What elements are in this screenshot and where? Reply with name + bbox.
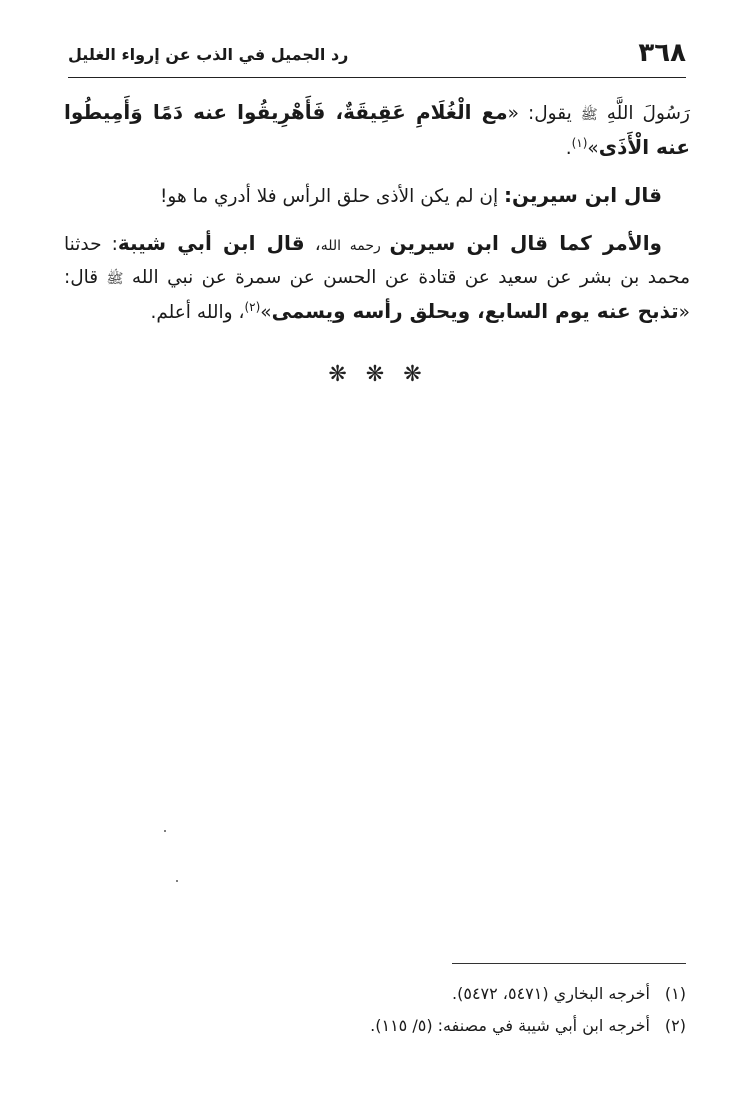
text-span: قال: « — [64, 267, 690, 323]
footnote-rule — [452, 963, 686, 964]
honorific-icon: ﷺ — [106, 271, 124, 287]
text-span: ، والله أعلم. — [150, 302, 245, 323]
text-span: : حدثنا محمد بن بشر عن سعيد عن قتادة عن الحسن عن سمرة عن نبي الله — [64, 234, 690, 288]
footnote-number: (١) — [664, 984, 686, 1003]
text-span: » — [587, 138, 599, 159]
main-text — [64, 96, 690, 329]
hadith-quote: مع الْغُلَامِ عَقِيقَةٌ، فَأَهْرِيقُوا عنه دَمًا وَأَمِيطُوا عنه الْأَذَى — [64, 100, 690, 159]
honorific-icon: ﷺ — [580, 107, 598, 123]
bold-phrase: قال ابن أبي شيبة — [117, 231, 305, 255]
speaker-label: قال ابن سيرين: — [503, 183, 662, 207]
honorific-icon: رحمه الله — [320, 238, 390, 254]
footnote-text: أخرجه البخاري (٥٤٧١، ٥٤٧٢). — [452, 984, 650, 1003]
text-span: » — [260, 302, 272, 323]
text-span: . — [565, 138, 572, 159]
page-header — [68, 38, 686, 72]
page-number: ٣٦٨ — [638, 38, 686, 68]
text-span: يقول: « — [507, 103, 581, 124]
footnote-ref-1: (١) — [571, 135, 588, 150]
text-span: ، — [304, 234, 321, 255]
hadith-quote: تذبح عنه يوم السابع، ويحلق رأسه ويسمى — [271, 299, 679, 323]
running-title: رد الجميل في الذب عن إرواء الغليل — [68, 45, 349, 64]
footnote-ref-2: (٢) — [244, 299, 261, 314]
speck — [164, 830, 166, 832]
footnote-text: أخرجه ابن أبي شيبة في مصنفه: (٥/ ١١٥). — [370, 1016, 650, 1035]
section-separator-icon: ❋ ❋ ❋ — [328, 362, 428, 387]
paragraph-ibn-sirin — [64, 179, 690, 213]
text-span: رَسُولَ اللَّهِ — [597, 103, 690, 124]
paragraph-hadith-aqiqa — [64, 96, 690, 165]
footnote-1 — [64, 978, 686, 1010]
text-span: إن لم يكن الأذى حلق الرأس فلا أدري ما هو! — [159, 186, 504, 207]
footnotes — [64, 978, 686, 1042]
bold-phrase: والأمر كما قال ابن سيرين — [389, 231, 662, 255]
paragraph-ibn-abi-shayba — [64, 227, 690, 329]
footnote-number: (٢) — [664, 1016, 686, 1035]
header-rule — [68, 77, 686, 78]
speck — [176, 880, 178, 882]
footnote-2 — [64, 1010, 686, 1042]
